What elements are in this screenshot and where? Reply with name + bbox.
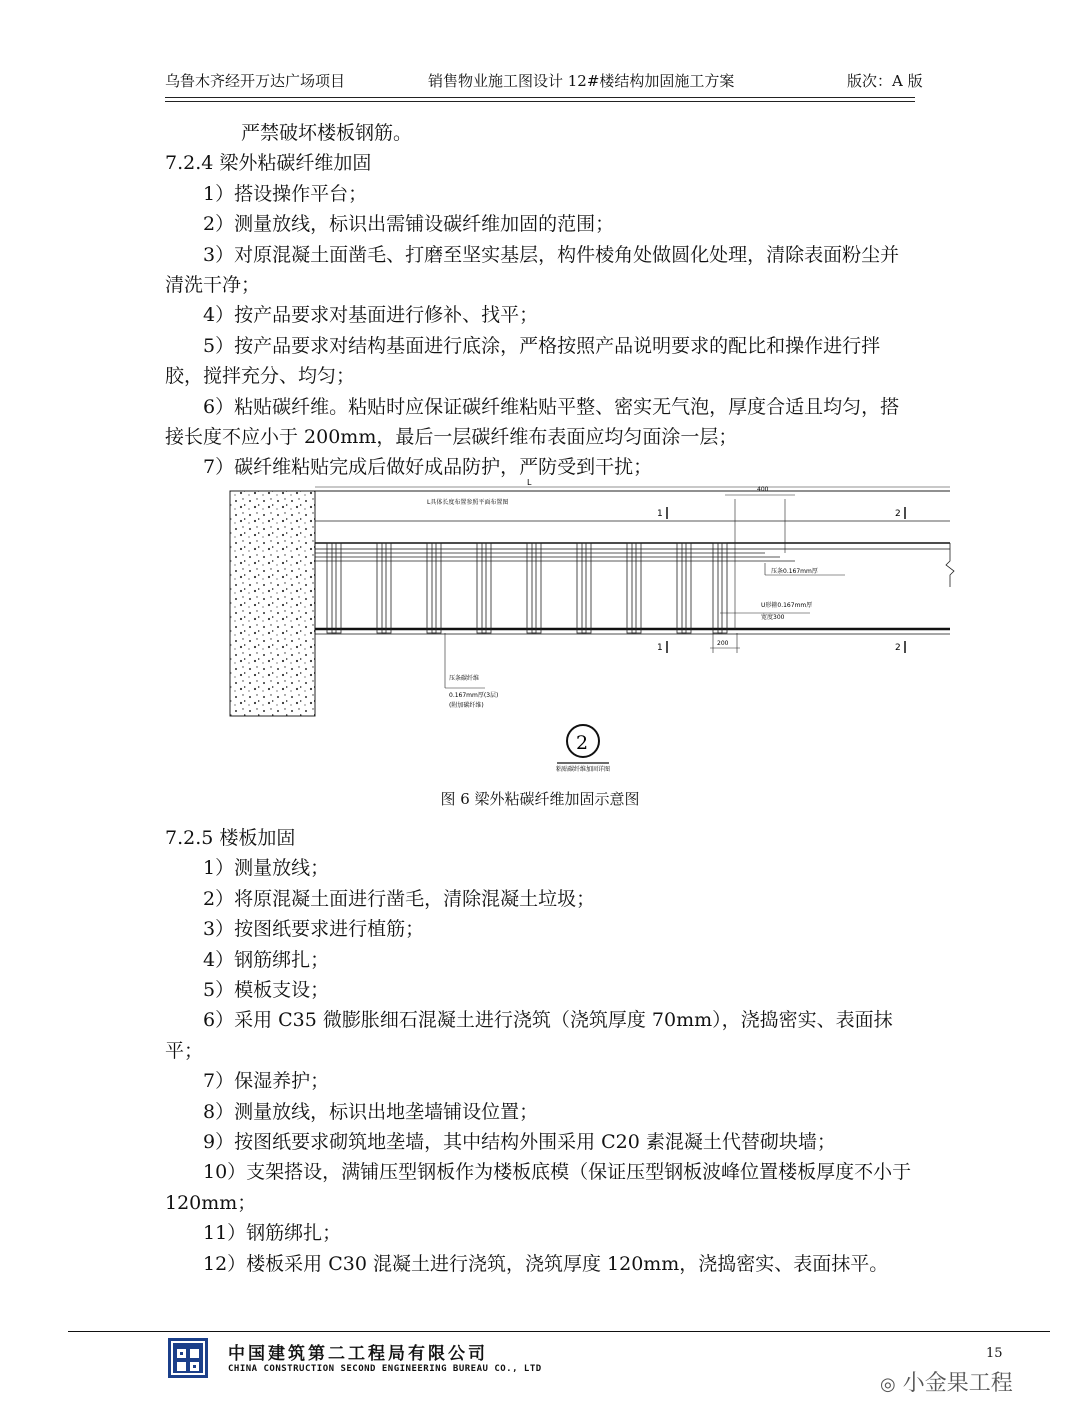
cscec-logo [168,1338,208,1378]
list-item: 2）测量放线，标识出需铺设碳纤维加固的范围； [203,213,615,236]
company-name-en: CHINA CONSTRUCTION SECOND ENGINEERING BUREAU CO., LTD [228,1364,542,1374]
strip-tag-c2: 0.167mm厚(3层) [449,691,499,699]
list-item: 4）钢筋绑扎； [203,948,330,971]
detail-number: 2 [576,731,589,754]
list-item: 2）将原混凝土面进行凿毛，清除混凝土垃圾； [203,887,596,910]
watermark-text: 小金果工程 [902,1371,1013,1396]
header-rule [165,97,915,98]
list-item: 10）支架搭设，满铺压型钢板作为楼板底模（保证压型钢板波峰位置楼板厚度不小于 120mm； [165,1161,912,1214]
header-project: 乌鲁木齐经开万达广场项目 [165,72,346,90]
watermark [880,1366,1013,1397]
header-rule-thin [165,101,915,102]
strip-tag-a: 压条0.167mm厚 [771,567,818,575]
list-item: 1）搭设操作平台； [203,182,368,205]
list-item: 11）钢筋绑扎； [203,1222,342,1245]
list-item: 7）保湿养护； [203,1070,330,1093]
header-version: 版次：A 版 [847,72,923,90]
detail-label: 粘贴碳纤维加固详图 [556,765,611,773]
list-item: 5）按产品要求对结构基面进行底涂，严格按照产品说明要求的配比和操作进行拌胶，搅拌充分、均匀； [165,334,881,388]
list-item: 6）采用 C35 微膨胀细石混凝土进行浇筑（浇筑厚度 70mm），浇捣密实、表面抹平； [165,1009,893,1062]
section-heading: 7.2.5 楼板加固 [165,826,296,849]
section-heading: 7.2.4 梁外粘碳纤维加固 [165,152,372,175]
list-item: 4）按产品要求对基面进行修补、找平； [203,304,539,327]
list-item: 8）测量放线，标识出地垄墙铺设位置； [203,1100,539,1123]
cfrp-beam-diagram [205,477,1005,823]
list-item: 3）按图纸要求进行植筋； [203,918,425,941]
page-number: 15 [986,1346,1003,1361]
list-item: 9）按图纸要求砌筑地垄墙，其中结构外围采用 C20 素混凝土代替砌块墙； [203,1130,836,1153]
figure-area [165,477,915,823]
list-item: 7）碳纤维粘贴完成后做好成品防护，严防受到干扰； [203,456,653,479]
strip-tag-c3: (附加碳纤维) [449,701,484,709]
section-mark-1-top: 1 [657,508,663,519]
strip-tag-b2: 宽度300 [761,613,785,621]
header-title: 销售物业施工图设计 12#楼结构加固施工方案 [428,72,735,90]
list-item: 3）对原混凝土面凿毛、打磨至坚实基层，构件棱角处做圆化处理，清除表面粉尘并清洗干净； [165,243,900,297]
wechat-icon: ◎ [880,1374,896,1395]
figure-caption: 图 6 梁外粘碳纤维加固示意图 [440,789,640,808]
list-item: 1）测量放线； [203,857,330,880]
length-note: L具体长度布置参照平面布置图 [427,498,509,506]
strip-tag-b: U形箍0.167mm厚 [761,601,813,609]
list-item: 12）楼板采用 C30 混凝土进行浇筑，浇筑厚度 120mm，浇捣密实、表面抹平。 [203,1252,889,1275]
list-item: 5）模板支设； [203,978,330,1001]
section-mark-2-top: 2 [895,508,901,519]
company-name-cn: 中国建筑第二工程局有限公司 [228,1344,488,1364]
document-body [165,118,915,1279]
dim-label-l: L [527,477,532,487]
list-item: 6）粘贴碳纤维。粘贴时应保证碳纤维粘贴平整、密实无气泡，厚度合适且均匀，搭接长度不应小于 200mm，最后一层碳纤维布表面应均匀面涂一层； [165,395,900,449]
paragraph: 严禁破坏楼板钢筋。 [241,122,413,144]
section-mark-2-bottom: 2 [895,642,901,653]
section-mark-1-bottom: 1 [657,642,663,653]
dim-label-200: 200 [717,639,729,647]
strip-tag-c: 压条碳纤维 [449,674,480,682]
dim-label-400: 400 [757,485,769,493]
footer-rule [68,1331,1050,1332]
